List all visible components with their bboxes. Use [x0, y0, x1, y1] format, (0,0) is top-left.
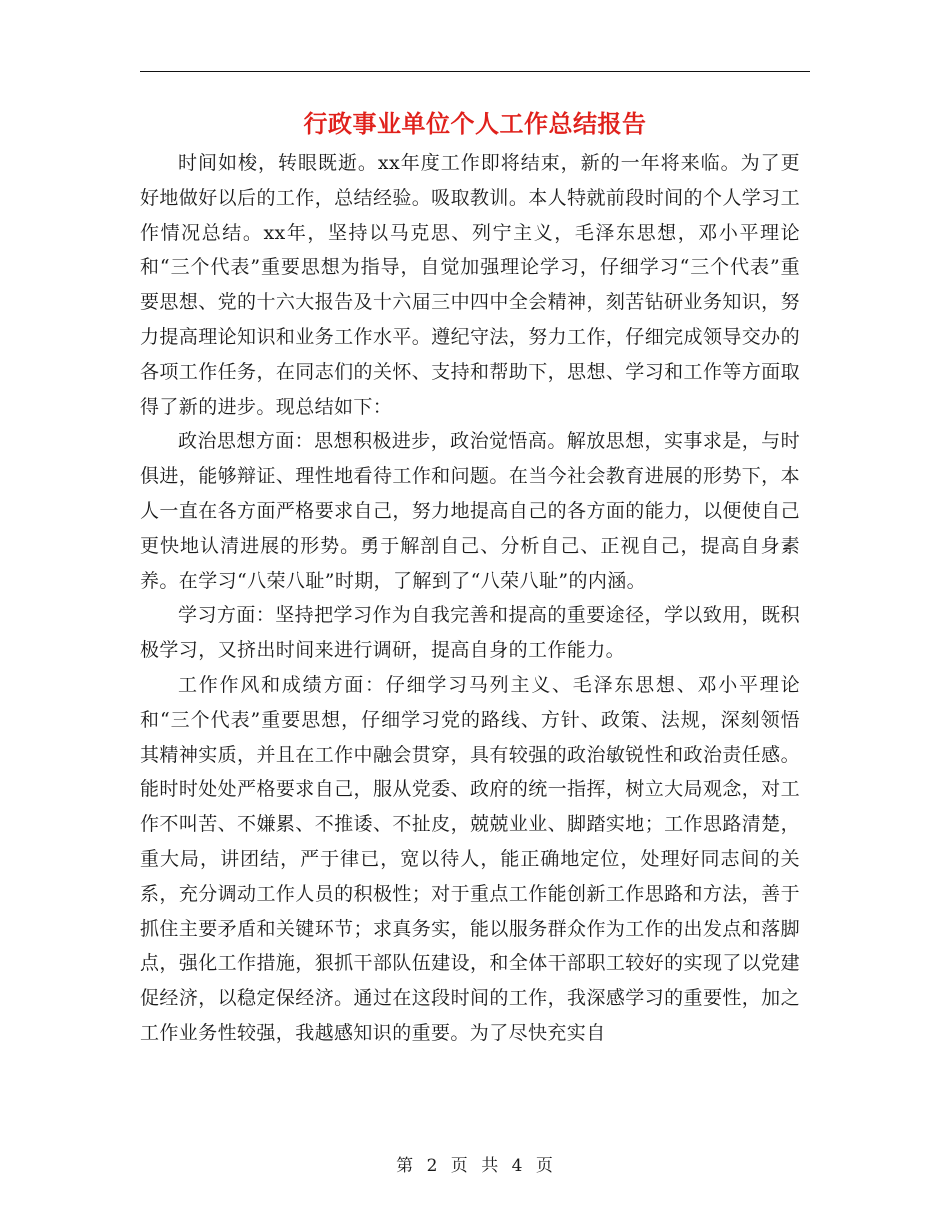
paragraph-work-style: 工作作风和成绩方面：仔细学习马列主义、毛泽东思想、邓小平理论和“三个代表”重要思想，仔细学习党的路线、方针、政策、法规，深刻领悟其精神实质，并且在工作中融会贯穿，具有较强的政治敏锐性和政治责任感。能时时处处严格要求自己，服从党委、政府的统一指挥，树立大局观念，对工作不叫苦、不嫌累、不推诿、不扯皮，兢兢业业、脚踏实地；工作思路清楚，重大局，讲团结，严于律已，宽以待人，能正确地定位，处理好同志间的关系，充分调动工作人员的积极性；对于重点工作能创新工作思路和方法，善于抓住主要矛盾和关键环节；求真务实，能以服务群众作为工作的出发点和落脚点，强化工作措施，狠抓干部队伍建设，和全体干部职工较好的实现了以党建促经济，以稳定保经济。通过在这段时间的工作，我深感学习的重要性，加之工作业务性较强，我越感知识的重要。为了尽快充实自 [140, 673, 800, 1044]
document-body [140, 146, 800, 1051]
page-number-footer: 第 2 页 共 4 页 [396, 1156, 554, 1176]
header-rule [140, 71, 810, 72]
paragraph-political-thought: 政治思想方面：思想积极进步，政治觉悟高。解放思想，实事求是，与时俱进，能够辩证、理性地看待工作和问题。在当今社会教育进展的形势下，本人一直在各方面严格要求自己，努力地提高自己的各方面的能力，以便使自己更快地认清进展的形势。勇于解剖自己、分析自己、正视自己，提高自身素养。在学习“八荣八耻”时期，了解到了“八荣八耻”的内涵。 [140, 430, 800, 592]
paragraph-study: 学习方面：坚持把学习作为自我完善和提高的重要途径，学以致用，既积极学习，又挤出时间来进行调研，提高自身的工作能力。 [140, 604, 800, 662]
document-title: 行政事业单位个人工作总结报告 [303, 109, 647, 138]
paragraph-intro: 时间如梭，转眼既逝。xx年度工作即将结束，新的一年将来临。为了更好地做好以后的工作，总结经验。吸取教训。本人特就前段时间的个人学习工作情况总结。xx年，坚持以马克思、列宁主义，毛泽东思想，邓小平理论和“三个代表”重要思想为指导，自觉加强理论学习，仔细学习“三个代表”重要思想、党的十六大报告及十六届三中四中全会精神，刻苦钻研业务知识，努力提高理论知识和业务工作水平。遵纪守法，努力工作，仔细完成领导交办的各项工作任务，在同志们的关怀、支持和帮助下，思想、学习和工作等方面取得了新的进步。现总结如下： [140, 152, 800, 418]
